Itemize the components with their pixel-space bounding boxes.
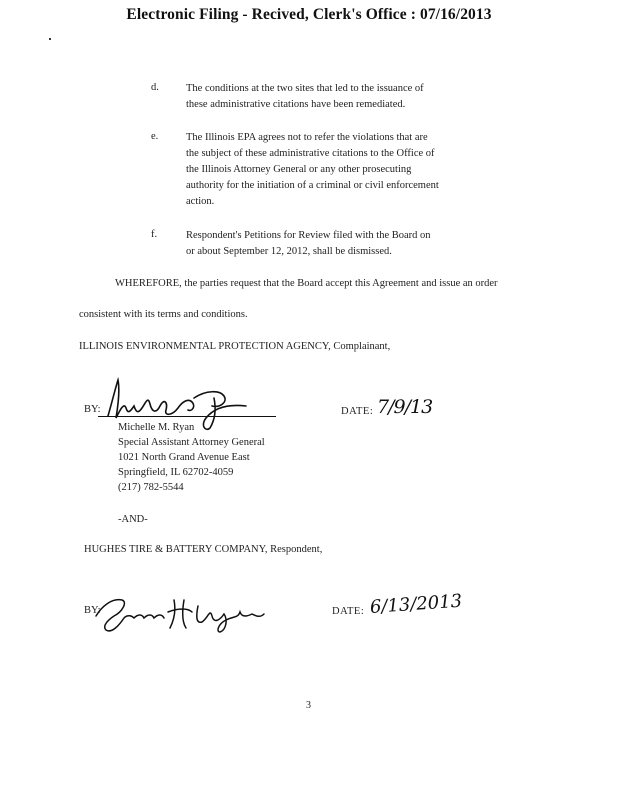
wherefore-line-1: WHEREFORE, the parties request that the Board accept this Agreement and issue an order [115, 278, 498, 289]
page-number: 3 [306, 700, 311, 711]
item-d-line-2: these administrative citations have been remediated. [186, 99, 406, 110]
and-separator: -AND- [118, 514, 148, 525]
item-e-letter: e. [151, 131, 159, 142]
complainant-line: ILLINOIS ENVIRONMENTAL PROTECTION AGENCY, Complainant, [79, 341, 391, 352]
item-d-line-1: The conditions at the two sites that led to the issuance of [186, 83, 424, 94]
electronic-filing-header: Electronic Filing - Recived, Clerk's Office : 07/16/2013 [126, 6, 492, 23]
item-e-line-5: action. [186, 196, 215, 207]
item-e-line-4: authority for the initiation of a criminal or civil enforcement [186, 180, 439, 191]
item-f-line-1: Respondent's Petitions for Review filed with the Board on [186, 230, 431, 241]
item-e-line-2: the subject of these administrative citations to the Office of [186, 148, 435, 159]
signer-name: Michelle M. Ryan [118, 422, 195, 433]
signer-address-street: 1021 North Grand Avenue East [118, 452, 250, 463]
sig1-date-label: DATE: [341, 406, 374, 417]
item-d-letter: d. [151, 82, 159, 93]
signer-address-city: Springfield, IL 62702-4059 [118, 467, 234, 478]
item-e-line-3: the Illinois Attorney General or any other prosecuting [186, 164, 412, 175]
signer-title: Special Assistant Attorney General [118, 437, 265, 448]
signer-phone: (217) 782-5544 [118, 482, 184, 493]
item-e-line-1: The Illinois EPA agrees not to refer the violations that are [186, 132, 428, 143]
respondent-line: HUGHES TIRE & BATTERY COMPANY, Respondent, [84, 544, 323, 555]
wherefore-line-2: consistent with its terms and conditions. [79, 309, 248, 320]
scan-speck [49, 38, 51, 40]
sig1-by-label: BY: [84, 404, 101, 415]
sig2-handwritten-signature [92, 586, 282, 636]
sig2-date-label: DATE: [332, 606, 365, 617]
sig1-handwritten-date: 7/9/13 [377, 396, 433, 418]
sig2-by-label: BY: [84, 605, 101, 616]
item-f-letter: f. [151, 229, 158, 240]
item-f-line-2: or about September 12, 2012, shall be dismissed. [186, 246, 392, 257]
sig2-handwritten-date: 6/13/2013 [369, 590, 463, 618]
